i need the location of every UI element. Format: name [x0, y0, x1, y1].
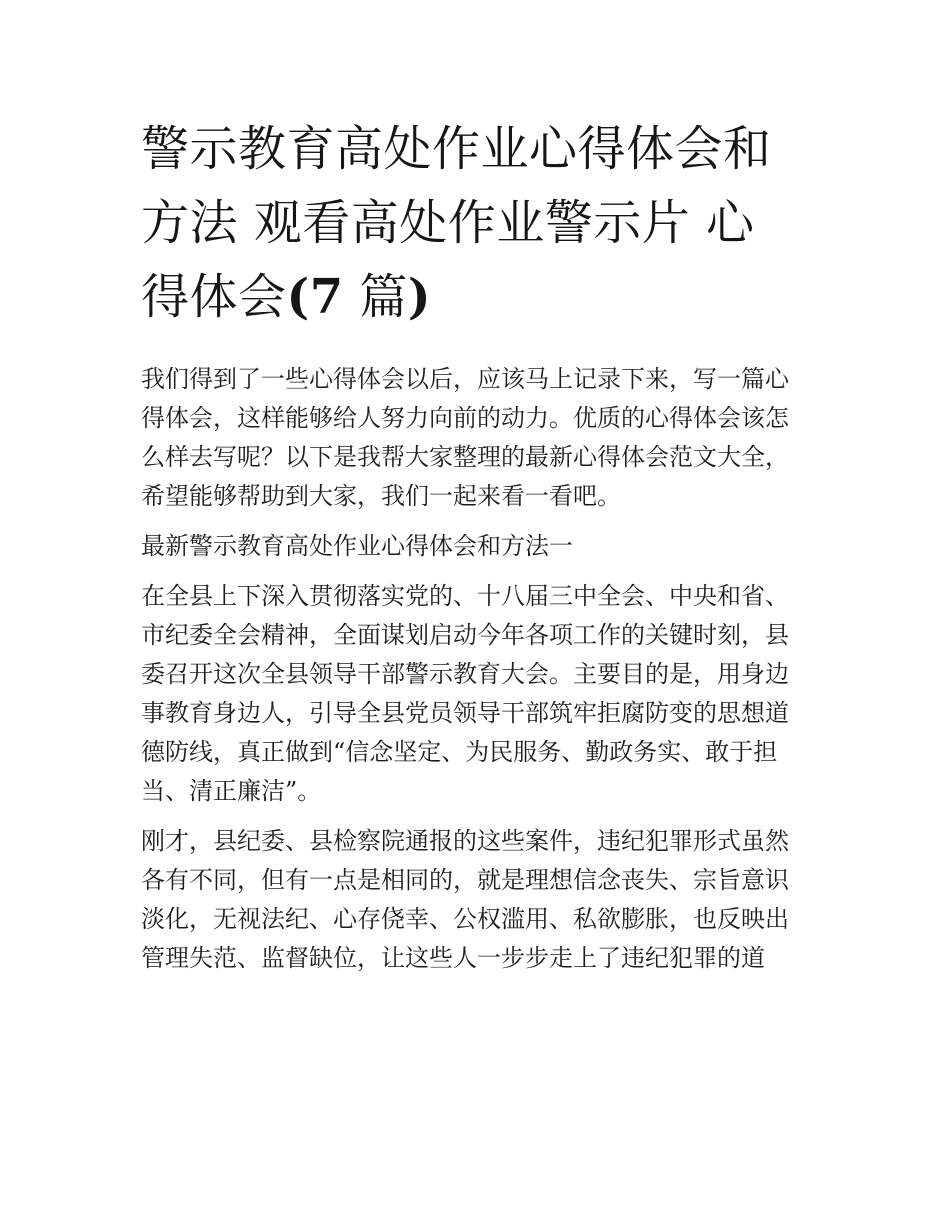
text-line: 得体会，这样能够给人努力向前的动力。优质的心得体会该怎 — [141, 404, 789, 432]
text-line: 德防线，真正做到“信念坚定、为民服务、勤政务实、敢于担 — [141, 738, 778, 766]
text-line: 么样去写呢？以下是我帮大家整理的最新心得体会范文大全， — [141, 443, 789, 471]
body-paragraph — [141, 577, 813, 811]
title-line: 方法 观看高处作业警示片 心 — [141, 195, 755, 251]
document-title — [141, 112, 813, 334]
section-heading — [141, 527, 813, 566]
title-line: 警示教育高处作业心得体会和 — [141, 121, 772, 177]
text-line: 我们得到了一些心得体会以后，应该马上记录下来，写一篇心 — [141, 365, 789, 393]
title-line: 得体会(7 篇) — [141, 269, 432, 325]
text-line: 刚才，县纪委、县检察院通报的这些案件，违纪犯罪形式虽然 — [141, 827, 789, 855]
text-line: 各有不同，但有一点是相同的，就是理想信念丧失、宗旨意识 — [141, 866, 789, 894]
text-line: 当、清正廉洁”。 — [141, 777, 322, 805]
text-line: 事教育身边人，引导全县党员领导干部筑牢拒腐防变的思想道 — [141, 699, 789, 727]
text-line: 市纪委全会精神，全面谋划启动今年各项工作的关键时刻，县 — [141, 621, 789, 649]
intro-paragraph — [141, 360, 813, 516]
text-line: 希望能够帮助到大家，我们一起来看一看吧。 — [141, 482, 621, 510]
text-line: 最新警示教育高处作业心得体会和方法一 — [141, 532, 573, 560]
text-line: 管理失范、监督缺位，让这些人一步步走上了违纪犯罪的道 — [141, 944, 765, 972]
body-paragraph — [141, 822, 813, 978]
document-body — [141, 360, 813, 989]
text-line: 淡化，无视法纪、心存侥幸、公权滥用、私欲膨胀，也反映出 — [141, 905, 789, 933]
text-line: 委召开这次全县领导干部警示教育大会。主要目的是，用身边 — [141, 660, 789, 688]
text-line: 在全县上下深入贯彻落实党的、十八届三中全会、中央和省、 — [141, 582, 789, 610]
